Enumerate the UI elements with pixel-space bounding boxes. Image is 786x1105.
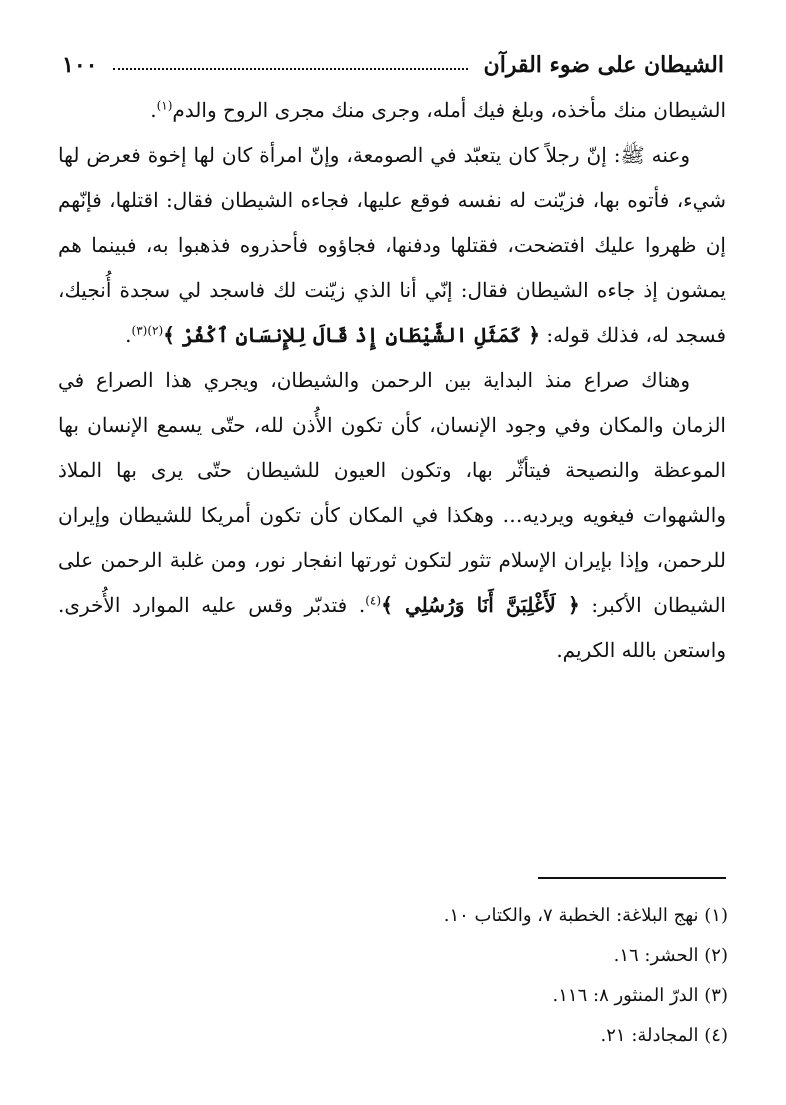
- footnote-ref: (١): [156, 98, 173, 113]
- footnotes: [58, 896, 728, 1056]
- footnote-item: (٢) الحشر: ١٦.: [613, 945, 728, 966]
- footnote-item: (٣) الدرّ المنثور ٨: ١١٦.: [552, 985, 728, 1006]
- paragraph-1: [58, 88, 726, 133]
- paragraph-2: [58, 133, 726, 358]
- paragraph-3: [58, 358, 726, 673]
- footnote-item: (٤) المجادلة: ٢١.: [600, 1025, 728, 1046]
- footnote-ref: (٤): [365, 593, 382, 608]
- header-leader-dots: [113, 68, 467, 70]
- paragraph-text: وعنه ﷺ: إنّ رجلاً كان يتعبّد في الصومعة، وإنّ امرأة كان لها إخوة فعرض لها شيء، فأتوه بها، فزيّنت له نفسه فوقع عليها، فجاءه الشيطان فقال: اقتلها، فإنّهم إن ظهروا عليك افتضحت، فقتلها ودفنها، فجاؤوه فأحذروه فذهبوا به، فبينما هم يمشون إذ جاءه الشيطان فقال: إنّي أنا الذي زيّنت لك فاسجد لي سجدة أُنجيك، فسجد له، فذلك قوله:: [58, 143, 726, 347]
- main-text: [58, 88, 726, 673]
- quran-verse: ﴿ كَمَثَلِ الشَّيْطَانِ إِذْ قَالَ لِلإِنسَانِ ٱكْفُرْ ﴾: [163, 323, 541, 347]
- footnote-item: (١) نهج البلاغة: الخطبة ٧، والكتاب ١٠.: [443, 905, 728, 926]
- footnote-ref: (٢)(٣): [131, 323, 164, 338]
- paragraph-end: . فتدبّر وقس عليه الموارد الأُخرى. واستعن بالله الكريم.: [58, 593, 726, 662]
- page-number: ١٠٠: [62, 52, 98, 78]
- paragraph-end: .: [150, 98, 157, 122]
- quran-verse: ﴿ لَأَغْلِبَنَّ أَنَا وَرُسُلِي ﴾: [381, 593, 580, 617]
- paragraph-text: الشيطان منك مأخذه، وبلغ فيك أمله، وجرى منك مجرى الروح والدم: [172, 98, 726, 122]
- footnote-divider: [538, 877, 726, 879]
- page-header: [62, 48, 724, 82]
- paragraph-text: وهناك صراع منذ البداية بين الرحمن والشيطان، ويجري هذا الصراع في الزمان والمكان وفي وجود الإنسان، كأن تكون الأُذن لله، حتّى يسمع الإنسان بها الموعظة والنصيحة فيتأثّر بها، وتكون العيون للشيطان حتّى يرى بها الملاذ والشهوات فيغويه ويرديه… وهكذا في المكان كأن تكون أمريكا للشيطان وإيران للرحمن، وإذا بإيران الإسلام تثور لتكون ثورتها انفجار نور، ومن غلبة الرحمن على الشيطان الأكبر:: [58, 368, 726, 617]
- paragraph-end: .: [125, 323, 132, 347]
- running-title: الشيطان على ضوء القرآن: [483, 52, 724, 78]
